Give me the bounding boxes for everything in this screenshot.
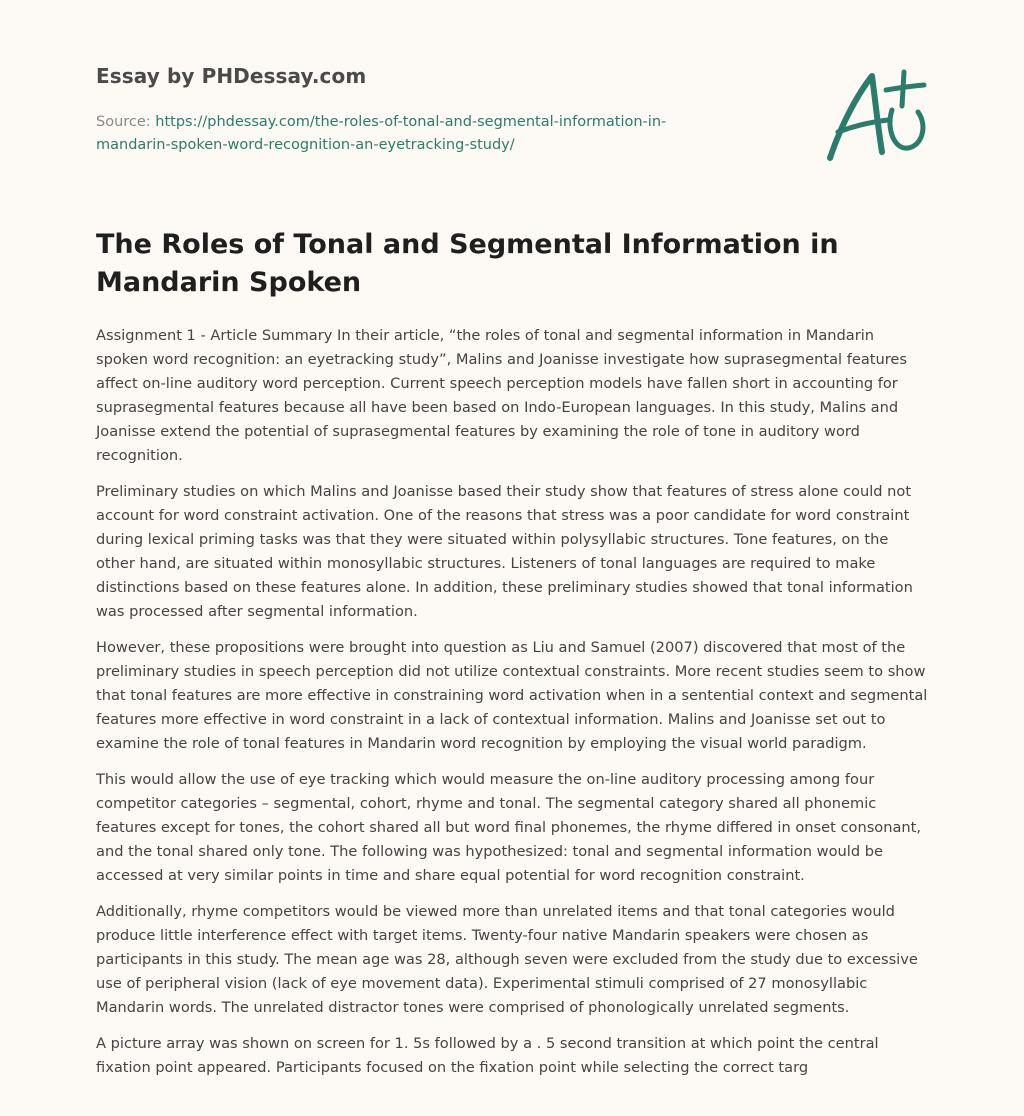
essay-paragraph: Additionally, rhyme competitors would be viewed more than unrelated items and that tonal categories would produce little interference effect with target items. Twenty-four native Mandarin speakers were chosen as participants in this study. The mean age was 28, although seven were excluded from the study due to excessive use of peripheral vision (lack of eye movement data). Experimental stimuli comprised of 27 monosyllabic Mandarin words. The unrelated distractor tones were comprised of phonologically unrelated segments. [96,903,918,1016]
source-label: Source: [96,114,151,130]
essay-title: The Roles of Tonal and Segmental Information in Mandarin Spoken [96,229,839,298]
source-line [96,111,736,157]
essay-paragraph: Preliminary studies on which Malins and Joanisse based their study show that features of stress alone could not account for word constraint activation. One of the reasons that stress was a poor candidate for word constraint during lexical priming tasks was that they were situated within polysyllabic structures. Tone features, on the other hand, are situated within monosyllabic structures. Listeners of tonal languages are required to make distinctions based on these features alone. In addition, these preliminary studies showed that tonal information was processed after segmental information. [96,483,913,620]
essay-body [96,324,928,1092]
essay-paragraph: However, these propositions were brought into question as Liu and Samuel (2007) discovered that most of the preliminary studies in speech perception did not utilize contextual constraints. More recent studies seem to show that tonal features are more effective in constraining word activation when in a sentential context and segmental features more effective in word constraint in a lack of contextual information. Malins and Joanisse set out to examine the role of tonal features in Mandarin word recognition by employing the visual world paradigm. [96,639,928,752]
site-title: Essay by PHDessay.com [96,64,367,88]
essay-paragraph: This would allow the use of eye tracking which would measure the on-line auditory processing among four competitor categories – segmental, cohort, rhyme and tonal. The segmental category shared all phonemic features except for tones, the cohort shared all but word final phonemes, the rhyme differed in onset consonant, and the tonal shared only tone. The following was hypothesized: tonal and segmental information would be accessed at very similar points in time and share equal potential for word recognition constraint. [96,771,922,884]
a-plus-grade-icon [820,66,932,168]
essay-paragraph: Assignment 1 - Article Summary In their article, “the roles of tonal and segmental information in Mandarin spoken word recognition: an eyetracking study”, Malins and Joanisse investigate how suprasegmental features affect on-line auditory word perception. Current speech perception models have fallen short in accounting for suprasegmental features because all have been based on Indo-European languages. In this study, Malins and Joanisse extend the potential of suprasegmental features by examining the role of tone in auditory word recognition. [96,327,908,464]
source-link[interactable]: https://phdessay.com/the-roles-of-tonal-and-segmental-information-in-mandarin-spoken-word-recognition-an-eyetracking-study/ [96,114,667,153]
essay-paragraph: A picture array was shown on screen for 1. 5s followed by a . 5 second transition at which point the central fixation point appeared. Participants focused on the fixation point while selecting the correct targ [96,1035,879,1076]
